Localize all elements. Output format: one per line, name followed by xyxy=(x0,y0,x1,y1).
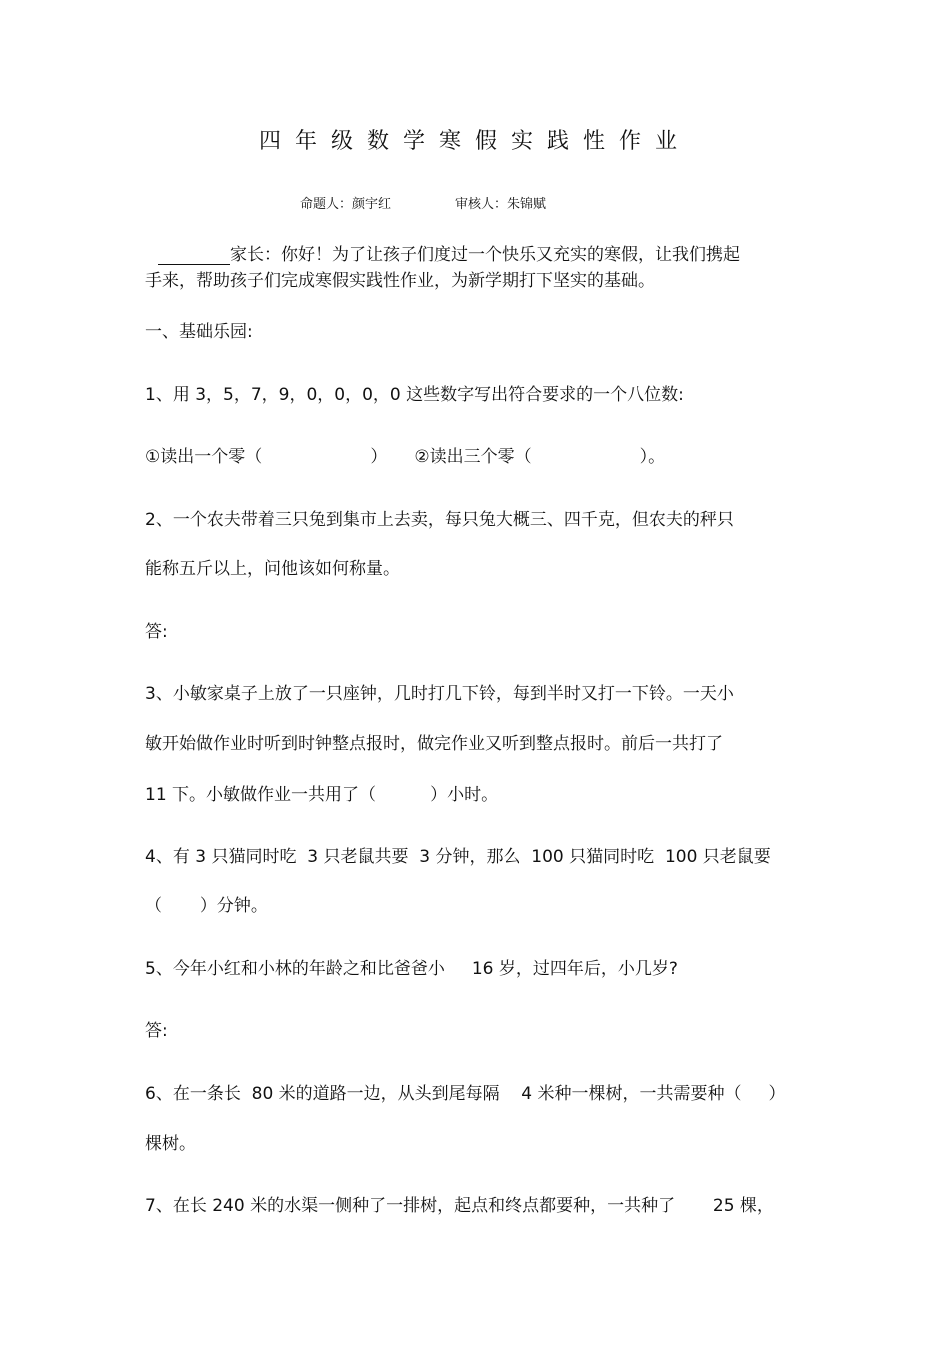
question-1-subparts: ①读出一个零（ ） ②读出三个零（ ）。 xyxy=(145,447,666,467)
question-1: 1、用 3，5，7，9，0，0，0，0 这些数字写出符合要求的一个八位数: xyxy=(145,385,684,405)
question-6-line-2: 棵树。 xyxy=(145,1134,196,1154)
question-3-line-2: 敏开始做作业时听到时钟整点报时，做完作业又听到整点报时。前后一共打了 xyxy=(145,734,723,754)
section-heading: 一、基础乐园: xyxy=(145,322,253,342)
question-7-line-1: 7、在长 240 米的水渠一侧种了一排树，起点和终点都要种，一共种了 25 棵， xyxy=(145,1196,774,1216)
reviewer-label: 审核人：朱锦赋 xyxy=(455,197,547,212)
question-2-line-1: 2、一个农夫带着三只兔到集市上去卖，每只兔大概三、四千克，但农夫的秤只 xyxy=(145,510,734,530)
answer-label: 答: xyxy=(145,622,168,642)
author-line xyxy=(300,196,546,214)
intro-line-1: 家长：你好！为了让孩子们度过一个快乐又充实的寒假，让我们携起 xyxy=(230,245,740,265)
author-label: 命题人：颜宇红 xyxy=(300,197,392,212)
question-3-line-3: 11 下。小敏做作业一共用了（ ）小时。 xyxy=(145,785,499,805)
parent-name-blank xyxy=(158,264,230,265)
question-4-line-2: （ ）分钟。 xyxy=(145,896,268,916)
question-2-line-2: 能称五斤以上，问他该如何称量。 xyxy=(145,559,400,579)
page-title: 四年级数学寒假实践性作业 xyxy=(258,129,691,154)
question-5: 5、今年小红和小林的年龄之和比爸爸小 16 岁，过四年后，小几岁? xyxy=(145,959,678,979)
question-3-line-1: 3、小敏家桌子上放了一只座钟，几时打几下铃，每到半时又打一下铃。一天小 xyxy=(145,684,734,704)
question-4-line-1: 4、有 3 只猫同时吃 3 只老鼠共要 3 分钟，那么 100 只猫同时吃 100 只老鼠要 xyxy=(145,847,771,867)
answer-label: 答: xyxy=(145,1021,168,1041)
question-6-line-1: 6、在一条长 80 米的道路一边，从头到尾每隔 4 米种一棵树，一共需要种（ ） xyxy=(145,1084,786,1104)
intro-line-2: 手来，帮助孩子们完成寒假实践性作业，为新学期打下坚实的基础。 xyxy=(145,271,655,291)
